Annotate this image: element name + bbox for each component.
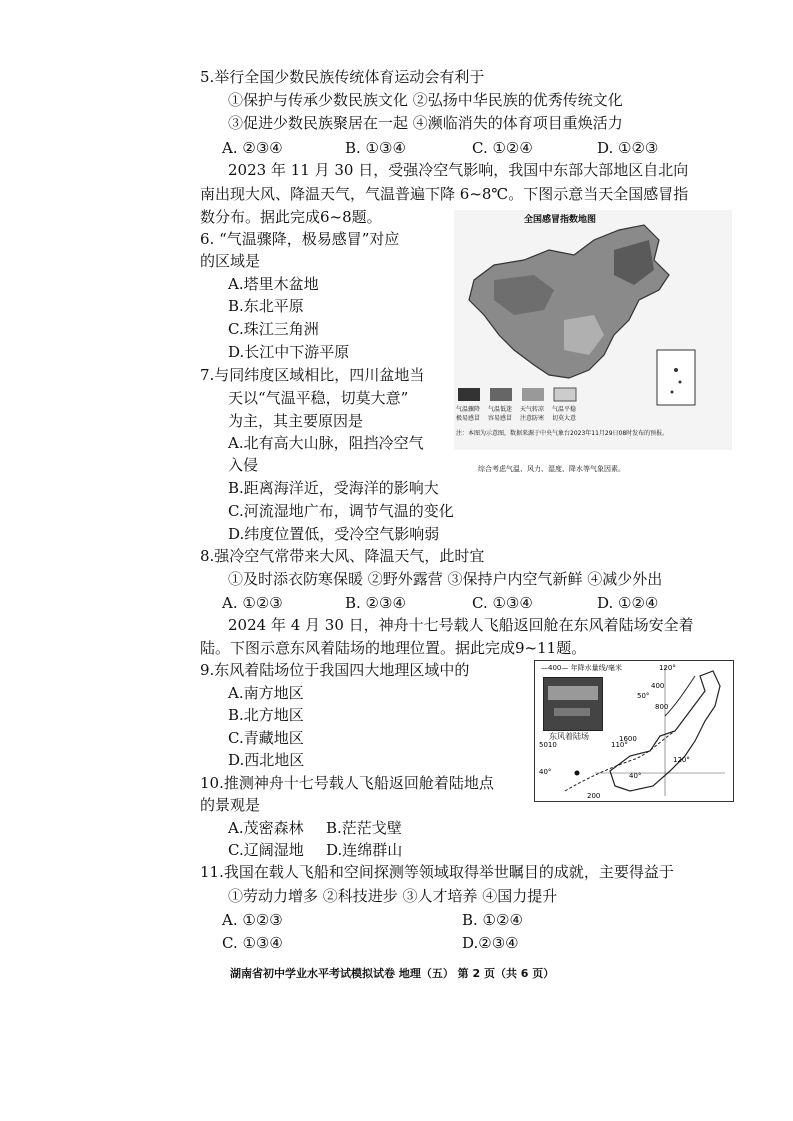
q9-option-d: D.西北地区	[228, 751, 305, 769]
q5-stem: 5.举行全国少数民族传统体育运动会有利于	[200, 68, 485, 86]
q10-option-d: D.连绵群山	[326, 841, 403, 859]
legend-label-4: 气温平稳 切莫大意	[552, 406, 577, 422]
q11-option-c: C. ①③④	[222, 934, 283, 952]
q7-stem-line1: 7.与同纬度区域相比，四川盆地当	[200, 366, 425, 384]
q9-option-b: B.北方地区	[228, 706, 304, 724]
q10-option-b: B.茫茫戈壁	[326, 819, 402, 837]
cold-index-map	[454, 210, 732, 450]
q6-option-a: A.塔里木盆地	[228, 275, 319, 293]
q11-option-d: D.②③④	[462, 934, 519, 952]
q7-option-a-cont: 入侵	[228, 456, 259, 474]
q6-option-d: D.长江中下游平原	[228, 343, 350, 361]
q6-option-b: B.东北平原	[228, 297, 304, 315]
legend-label-3: 天气转凉 注意防寒	[520, 406, 545, 422]
q7-option-b: B.距离海洋近，受海洋的影响大	[228, 479, 439, 497]
map2-label-40-mid: 40°	[629, 772, 642, 780]
intro2-line1: 2024 年 4 月 30 日，神舟十七号载人飞船返回舱在东风着陆场安全着	[228, 616, 694, 634]
legend-swatch-4	[554, 388, 576, 401]
q10-stem-line1: 10.推测神舟十七号载人飞船返回舱着陆地点	[200, 774, 494, 792]
cold-index-map-title: 全国感冒指数地图	[524, 215, 597, 225]
q5-items-line2: ③促进少数民族聚居在一起 ④濒临消失的体育项目重焕活力	[228, 114, 623, 132]
q6-stem-line2: 的区域是	[200, 252, 261, 270]
q9-stem: 9.东风着陆场位于我国四大地理区域中的	[200, 661, 470, 679]
q6-stem-line1: 6. “气温骤降，极易感冒”对应	[200, 230, 400, 248]
map1-caption: 综合考虑气温、风力、湿度、降水等气象因素。	[478, 465, 625, 473]
q7-stem-line2: 天以“气温平稳，切莫大意”	[228, 389, 409, 407]
map2-label-120-top: 120°	[659, 664, 676, 672]
intro1-line2: 南出现大风、降温天气，气温普遍下降 6~8℃。下图示意当天全国感冒指	[200, 185, 689, 203]
legend-swatch-1	[458, 388, 480, 401]
q11-option-a: A. ①②③	[222, 911, 283, 929]
q8-items: ①及时添衣防寒保暖 ②野外露营 ③保持户内空气新鲜 ④减少外出	[228, 570, 663, 588]
legend-swatch-2	[490, 388, 512, 401]
map2-label-800: 800	[655, 703, 669, 711]
q8-option-a: A. ①②③	[222, 594, 283, 612]
map2-label-1600: 1600	[619, 735, 637, 743]
map2-label-50: 50°	[637, 692, 650, 700]
q9-option-a: A.南方地区	[228, 684, 304, 702]
map2-label-120-bottom: 120°	[673, 756, 690, 764]
q5-option-a: A. ②③④	[222, 139, 283, 157]
q5-option-c: C. ①②④	[472, 139, 533, 157]
q10-option-c: C.辽阔湿地	[228, 841, 304, 859]
q7-option-d: D.纬度位置低，受冷空气影响弱	[228, 525, 440, 543]
legend-swatch-3	[522, 388, 544, 401]
q9-option-c: C.青藏地区	[228, 729, 304, 747]
q11-option-b: B. ①②④	[462, 911, 523, 929]
q5-items-line1: ①保护与传承少数民族文化 ②弘扬中华民族的优秀传统文化	[228, 91, 623, 109]
map2-legend: —400— 年降水量线/毫米	[541, 664, 622, 672]
landing-map-svg	[535, 661, 733, 801]
landing-site-map	[534, 660, 734, 802]
map2-label-5010: 5010	[539, 741, 557, 749]
q6-option-c: C.珠江三角洲	[228, 320, 319, 338]
intro1-line3: 数分布。据此完成6~8题。	[200, 208, 382, 226]
map1-note: 注：本图为示意图，数据来源于中央气象台2023年11月29日08时发布的预报。	[456, 430, 669, 437]
intro2-line2: 陆。下图示意东风着陆场的地理位置。据此完成9~11题。	[200, 639, 587, 657]
q5-option-b: B. ①③④	[345, 139, 406, 157]
intro1-line1: 2023 年 11 月 30 日，受强冷空气影响，我国中东部大部地区自北向	[228, 161, 689, 179]
q10-option-a: A.茂密森林	[228, 819, 304, 837]
south-sea-inset	[657, 350, 695, 405]
q11-items: ①劳动力增多 ②科技进步 ③人才培养 ④国力提升	[228, 887, 558, 905]
map2-label-110: 110°	[611, 741, 628, 749]
q7-stem-line3: 为主，其主要原因是	[228, 412, 364, 430]
page-footer: 湖南省初中学业水平考试模拟试卷 地理（五） 第 2 页（共 6 页）	[230, 967, 555, 980]
q8-stem: 8.强冷空气常带来大风、降温天气，此时宜	[200, 547, 485, 565]
q8-option-b: B. ②③④	[345, 594, 406, 612]
q11-stem: 11.我国在载人飞船和空间探测等领域取得举世瞩目的成就，主要得益于	[200, 863, 674, 881]
q10-stem-line2: 的景观是	[200, 796, 261, 814]
q7-option-c: C.河流湿地广布，调节气温的变化	[228, 502, 454, 520]
q7-option-a: A.北有高大山脉，阻挡冷空气	[228, 434, 424, 452]
legend-label-2: 气温低迷 容易感冒	[488, 406, 513, 422]
map2-label-400: 400	[651, 682, 665, 690]
landing-site-label: 东风着陆场	[549, 732, 589, 741]
q8-option-c: C. ①③④	[472, 594, 533, 612]
landing-site-marker	[575, 771, 580, 776]
legend-label-1: 气温骤降 极易感冒	[456, 406, 481, 422]
map2-label-40-left: 40°	[539, 768, 552, 776]
map2-label-200: 200	[587, 792, 601, 800]
q5-option-d: D. ①②③	[597, 139, 659, 157]
q8-option-d: D. ①②④	[597, 594, 659, 612]
